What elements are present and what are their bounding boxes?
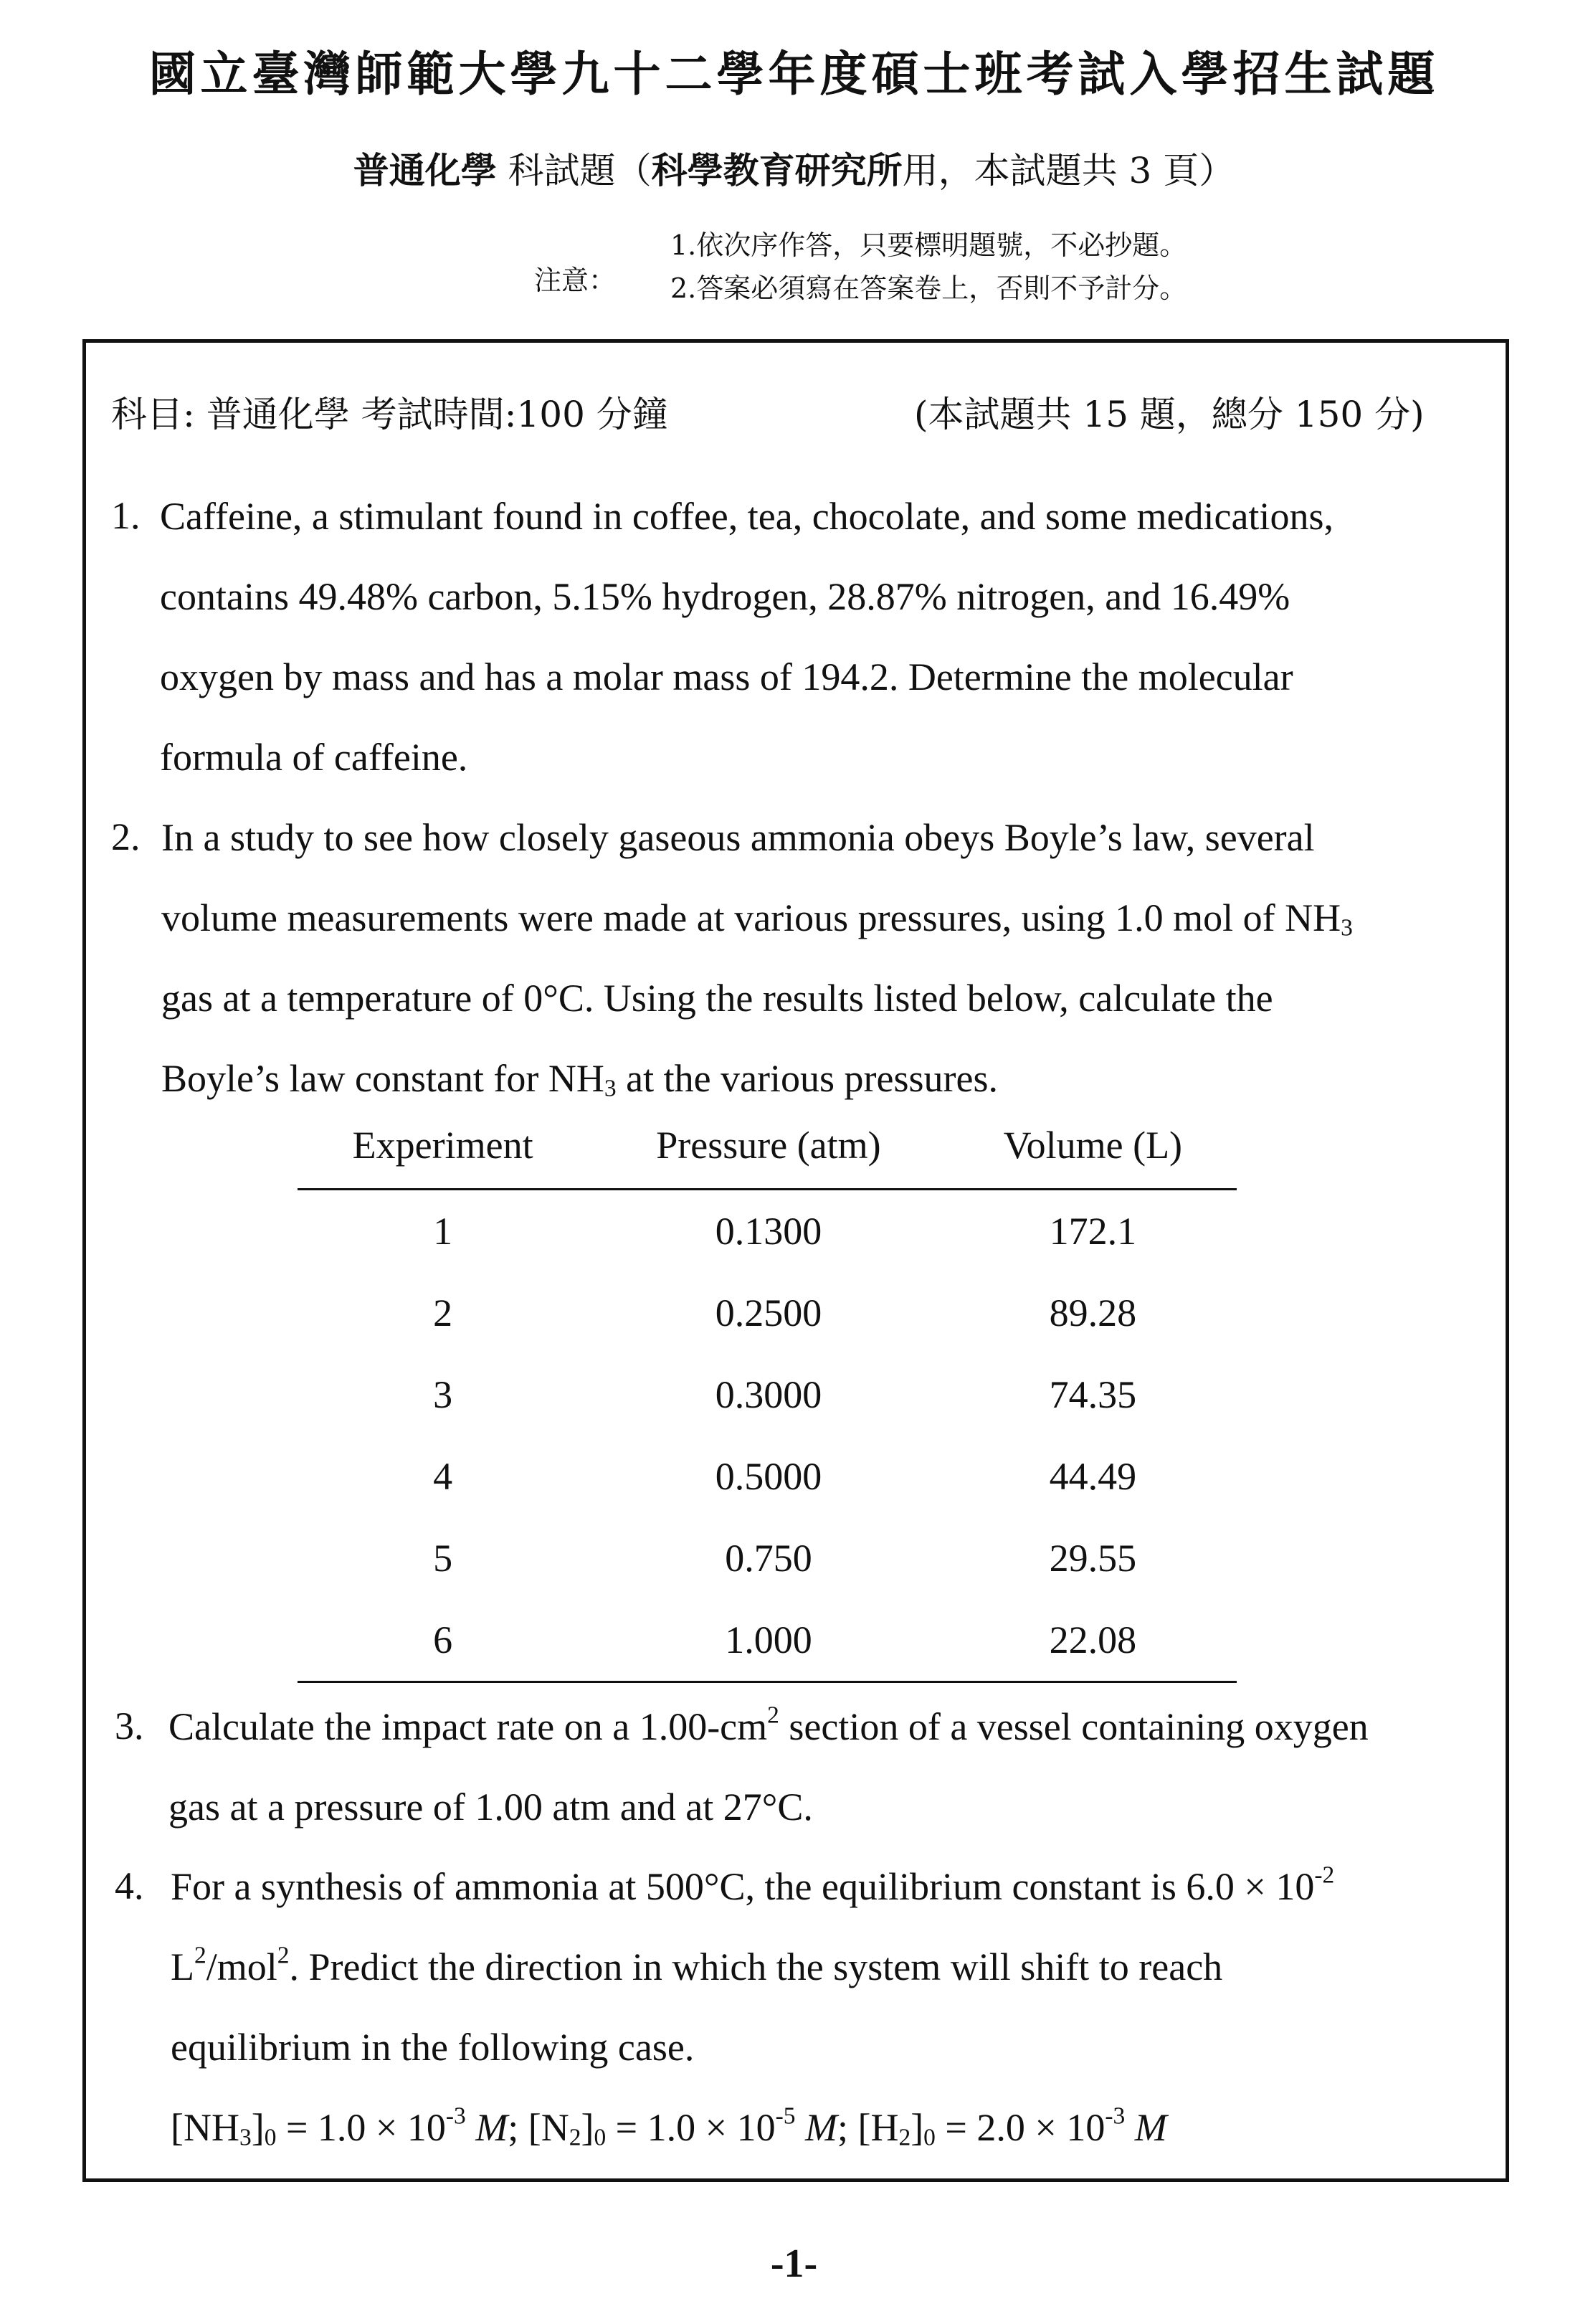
question-1 [111, 476, 1333, 797]
table-cell: 1 [433, 1210, 453, 1253]
column-header: Pressure (atm) [588, 1122, 948, 1190]
question-line: gas at a pressure of 1.00 atm and at 27°C. [168, 1785, 813, 1829]
question-line: equilibrium in the following case. [171, 2026, 695, 2069]
table-header-row [298, 1122, 1237, 1190]
exam-info-row [111, 386, 1473, 437]
exam-subtitle [0, 142, 1588, 194]
question-line: Caffeine, a stimulant found in coffee, tea, chocolate, and some medications, [160, 495, 1333, 538]
question-3 [115, 1687, 1369, 1847]
notes-label: 注意： [534, 265, 617, 296]
column-header: Experiment [298, 1122, 588, 1190]
question-number: 4. [115, 1864, 144, 1907]
question-number: 2. [111, 815, 141, 858]
table-cell: 5 [433, 1537, 453, 1580]
table-cell: 4 [433, 1455, 453, 1498]
table-cell: 89.28 [1049, 1291, 1137, 1334]
question-line: $L^2/mol^2$. Predict the direction in which the system will shift to reach [171, 1942, 1223, 1988]
column-header: Volume (L) [949, 1122, 1237, 1190]
table-cell: 29.55 [1049, 1537, 1137, 1580]
table-cell: 44.49 [1049, 1455, 1137, 1498]
question-line: Calculate the impact rate on a $1.00-cm^2$ section of a vessel containing oxygen [168, 1702, 1369, 1748]
table-cell: 74.35 [1049, 1373, 1137, 1416]
table-row [298, 1599, 1237, 1682]
exam-subject-time: 科目: 普通化學 考試時間:100 分鐘 [111, 394, 668, 435]
boyles-law-table [298, 1122, 1237, 1683]
table-cell: 0.1300 [715, 1210, 822, 1253]
table-row [298, 1436, 1237, 1517]
table-cell: 2 [433, 1291, 453, 1334]
question-line: volume measurements were made at various pressures, using 1.0 mol of $NH_3$ [161, 896, 1353, 942]
question-line: In a study to see how closely gaseous ammonia obeys Boyle’s law, several [161, 816, 1315, 859]
page-number: -1- [770, 2242, 818, 2286]
question-line: For a synthesis of ammonia at 500°C, the equilibrium constant is $6.0 \times 10^{-2}$ [171, 1861, 1335, 1908]
table-row [298, 1354, 1237, 1436]
table-cell: 0.2500 [715, 1291, 822, 1334]
table-cell: 3 [433, 1373, 453, 1416]
exam-title: 國立臺灣師範大學九十二學年度碩士班考試入學招生試題 [148, 46, 1440, 102]
exam-question-count: (本試題共 15 題，總分 150 分) [914, 394, 1425, 435]
question-line: oxygen by mass and has a molar mass of 194.2. Determine the molecular [160, 655, 1293, 698]
table-row [298, 1190, 1237, 1273]
question-4 [115, 1846, 1334, 2168]
note-item: 2.答案必須寫在答案卷上，否則不予計分。 [670, 272, 1187, 304]
question-line: Boyle’s law constant for $NH_3$ at the various pressures. [161, 1057, 998, 1102]
table-row [298, 1517, 1237, 1599]
question-2 [111, 797, 1353, 1119]
question-line: formula of caffeine. [160, 736, 468, 779]
question-line: contains 49.48% carbon, 5.15% hydrogen, 28.87% nitrogen, and 16.49% [160, 575, 1290, 618]
note-item: 1.依次序作答，只要標明題號，不必抄題。 [670, 229, 1187, 261]
subtitle-rest: 科試題（ [496, 150, 652, 191]
table-cell: 22.08 [949, 1599, 1237, 1682]
question-line: gas at a temperature of 0°C. Using the results listed below, calculate the [161, 977, 1273, 1020]
table-row [298, 1272, 1237, 1354]
table-cell: 0.3000 [715, 1373, 822, 1416]
table-cell: 6 [298, 1599, 588, 1682]
subtitle-tail: 用，本試題共 3 頁） [902, 150, 1235, 191]
subtitle-institute: 科學教育研究所 [651, 149, 903, 191]
table-cell: 172.1 [1049, 1210, 1137, 1253]
question-number: 1. [111, 494, 141, 537]
notes-list [670, 224, 1187, 310]
table-cell: 0.5000 [715, 1455, 822, 1498]
table-cell: 0.750 [725, 1537, 812, 1580]
question-line: $[NH_3]_0 = 1.0 \times 10^{-3}$ M; $[N_2]_0 = 1.0 \times 10^{-5}$ M; $[H_2]_0 = 2.0 \times 10^{-3}$ M [171, 2102, 1167, 2151]
table-cell: 1.000 [588, 1599, 948, 1682]
subtitle-subject: 普通化學 [353, 149, 497, 191]
question-number: 3. [115, 1704, 144, 1747]
